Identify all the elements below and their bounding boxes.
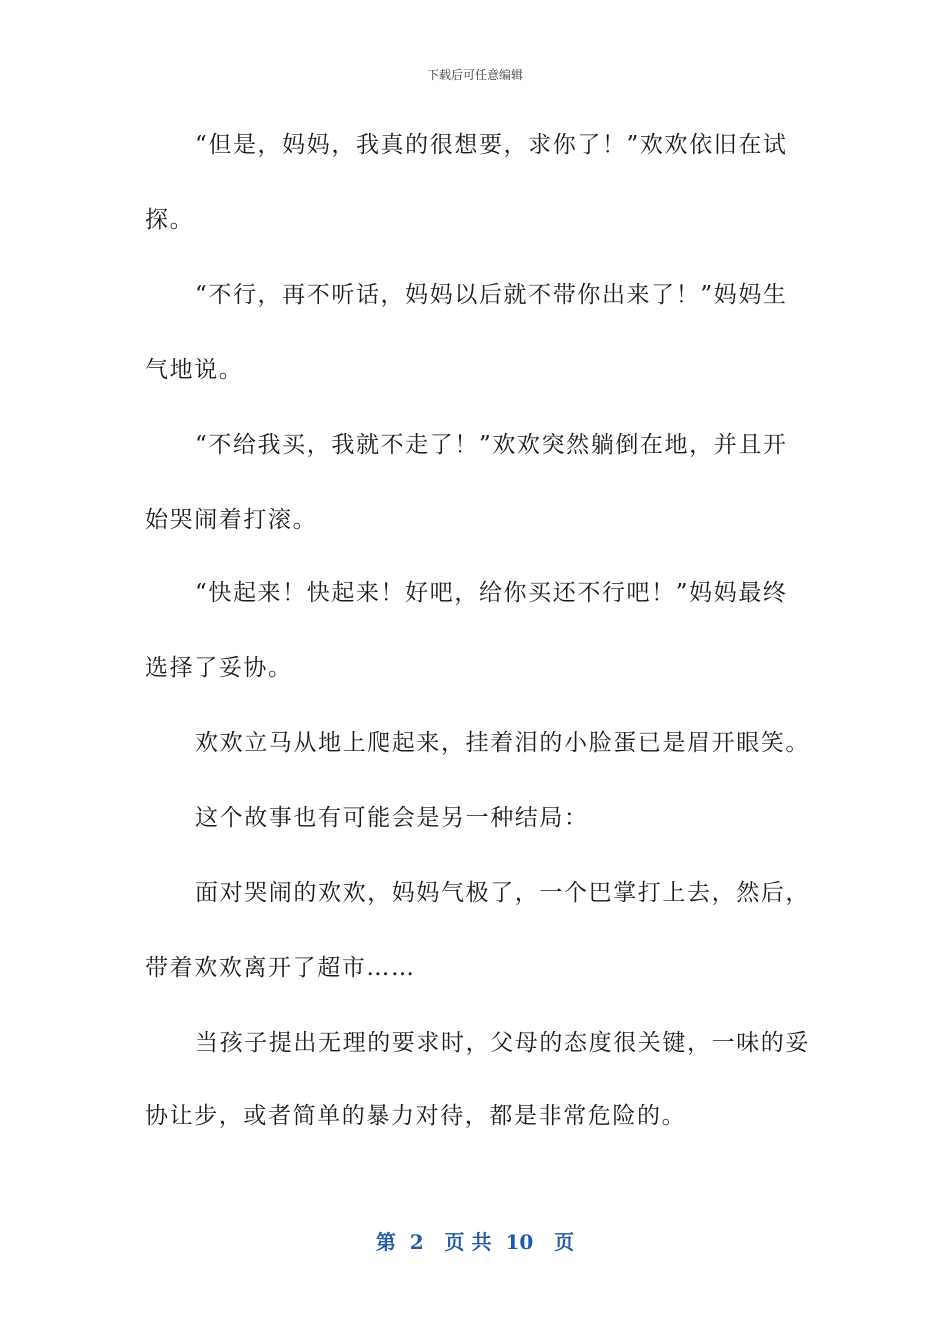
paragraph-line: 面对哭闹的欢欢，妈妈气极了，一个巴掌打上去，然后， bbox=[195, 880, 810, 906]
paragraph-line: “不给我买，我就不走了！”欢欢突然躺倒在地，并且开 bbox=[195, 432, 788, 458]
paragraph-line: 欢欢立马从地上爬起来，挂着泪的小脸蛋已是眉开眼笑。 bbox=[195, 730, 810, 756]
paragraph-line: 当孩子提出无理的要求时，父母的态度很关键，一味的妥 bbox=[195, 1030, 810, 1056]
page-header-note: 下载后可任意编辑 bbox=[426, 68, 523, 82]
page-number-footer: 第 2 页 共 10 页 bbox=[375, 1230, 575, 1254]
paragraph-line: 协让步，或者简单的暴力对待，都是非常危险的。 bbox=[145, 1103, 687, 1129]
paragraph-line: 气地说。 bbox=[145, 357, 244, 383]
paragraph-line: “不行，再不听话，妈妈以后就不带你出来了！”妈妈生 bbox=[195, 282, 788, 308]
paragraph-line: “快起来！快起来！好吧，给你买还不行吧！”妈妈最终 bbox=[195, 580, 788, 606]
paragraph-line: 选择了妥协。 bbox=[145, 655, 293, 681]
paragraph-line: 始哭闹着打滚。 bbox=[145, 507, 318, 533]
paragraph-line: “但是，妈妈，我真的很想要，求你了！”欢欢依旧在试 bbox=[195, 132, 788, 158]
paragraph-line: 探。 bbox=[145, 207, 195, 233]
paragraph-line: 带着欢欢离开了超市…… bbox=[145, 955, 416, 981]
paragraph-line: 这个故事也有可能会是另一种结局： bbox=[195, 805, 589, 831]
